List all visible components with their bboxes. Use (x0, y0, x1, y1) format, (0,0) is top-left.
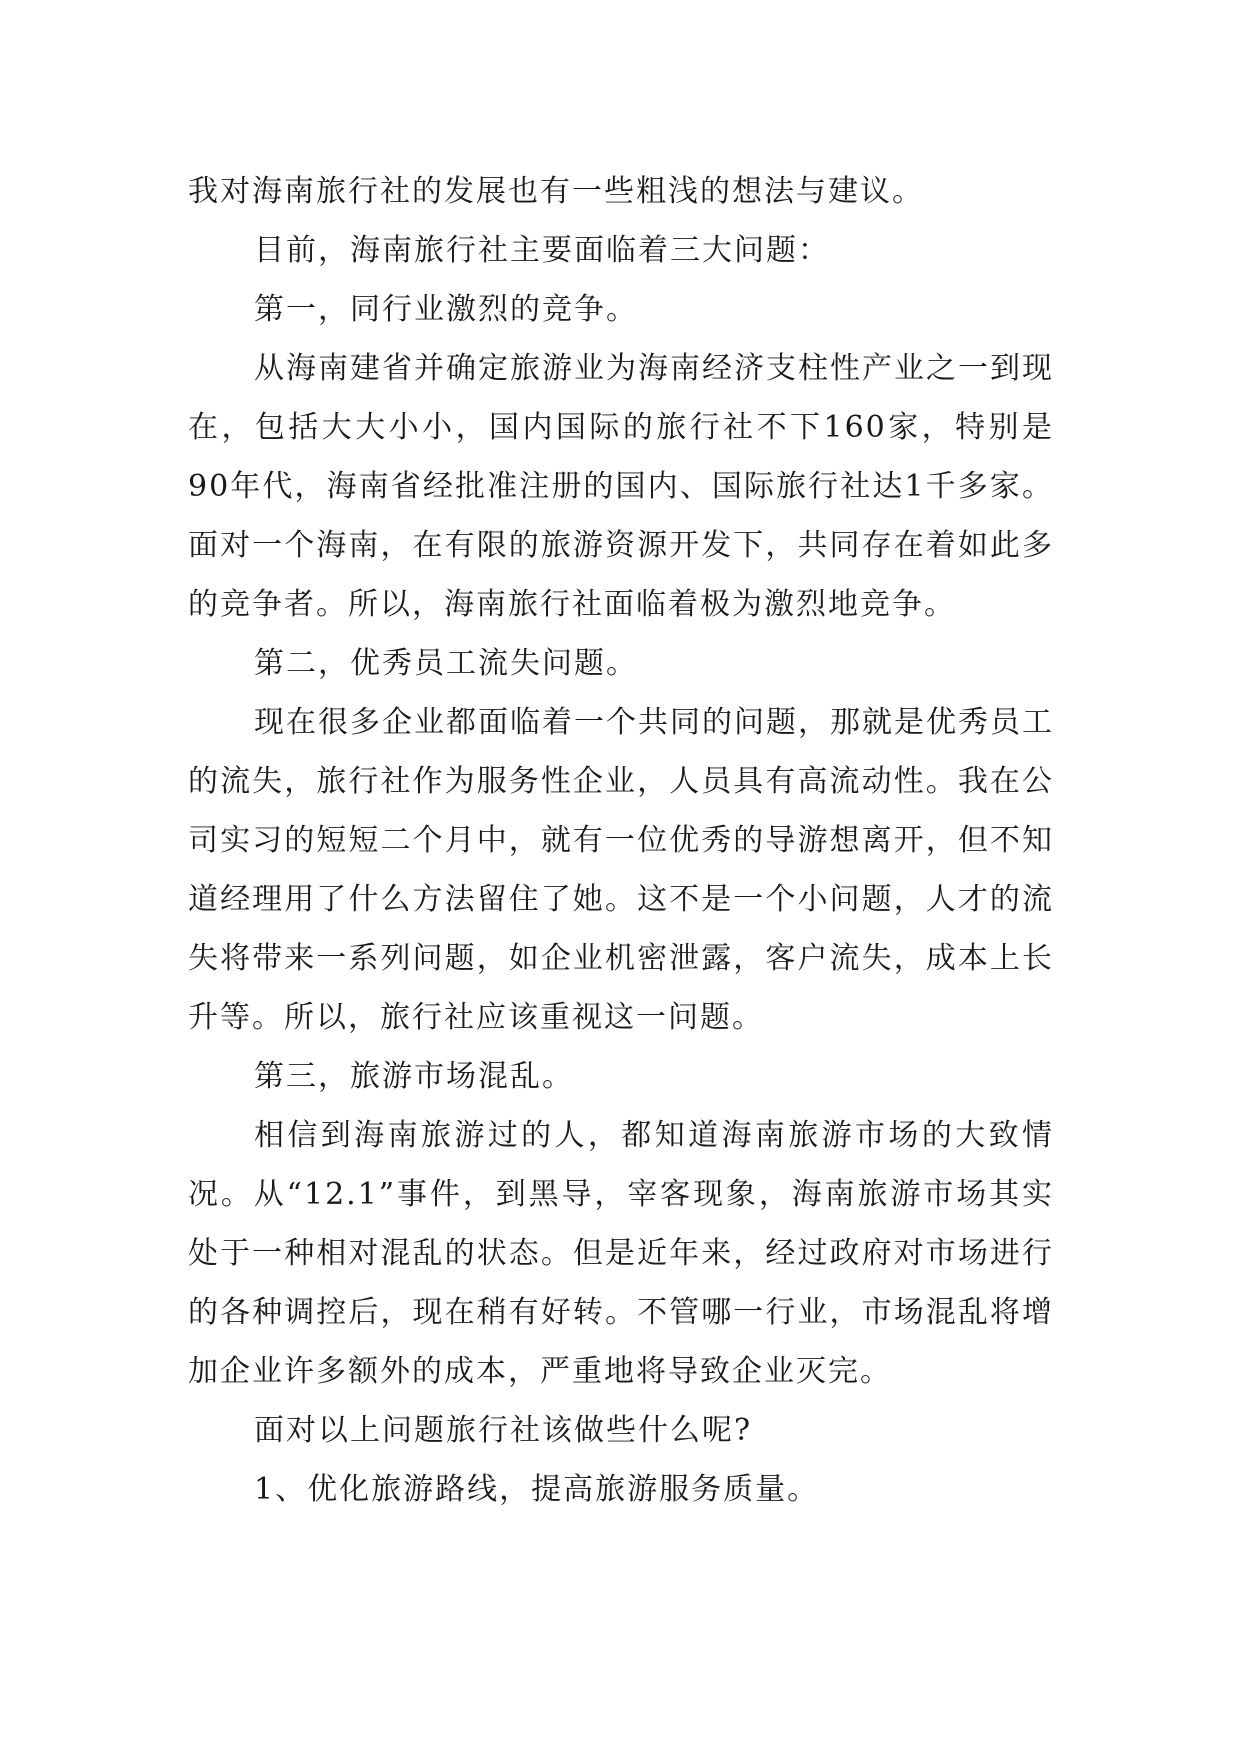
heading-problem-one: 第一，同行业激烈的竞争。 (254, 292, 638, 327)
paragraph-intro: 我对海南旅行社的发展也有一些粗浅的想法与建议。 (188, 174, 924, 209)
document-body (188, 162, 1054, 1519)
heading-problem-three: 第三，旅游市场混乱。 (254, 1059, 574, 1094)
paragraph-problem-two: 现在很多企业都面临着一个共同的问题，那就是优秀员工的流失，旅行社作为服务性企业，人员具有高流动性。我在公司实习的短短二个月中，就有一位优秀的导游想离开，但不知道经理用了什么方法留住了她。这不是一个小问题，人才的流失将带来一系列问题，如企业机密泄露，客户流失，成本上长升等。所以，旅行社应该重视这一问题。 (188, 705, 1054, 1035)
paragraph-problems-overview: 目前，海南旅行社主要面临着三大问题： (254, 233, 830, 268)
paragraph-question: 面对以上问题旅行社该做些什么呢? (254, 1413, 753, 1448)
paragraph-problem-one: 从海南建省并确定旅游业为海南经济支柱性产业之一到现在，包括大大小小，国内国际的旅行社不下160家，特别是90年代，海南省经批准注册的国内、国际旅行社达1千多家。面对一个海南，在有限的旅游资源开发下，共同存在着如此多的竞争者。所以，海南旅行社面临着极为激烈地竞争。 (188, 351, 1054, 622)
paragraph-problem-three: 相信到海南旅游过的人，都知道海南旅游市场的大致情况。从“12.1”事件，到黑导，宰客现象，海南旅游市场其实处于一种相对混乱的状态。但是近年来，经过政府对市场进行的各种调控后，现在稍有好转。不管哪一行业，市场混乱将增加企业许多额外的成本，严重地将导致企业灭完。 (188, 1118, 1054, 1389)
heading-problem-two: 第二，优秀员工流失问题。 (254, 646, 638, 681)
paragraph-suggestion-one: 1、优化旅游路线，提高旅游服务质量。 (254, 1472, 820, 1507)
